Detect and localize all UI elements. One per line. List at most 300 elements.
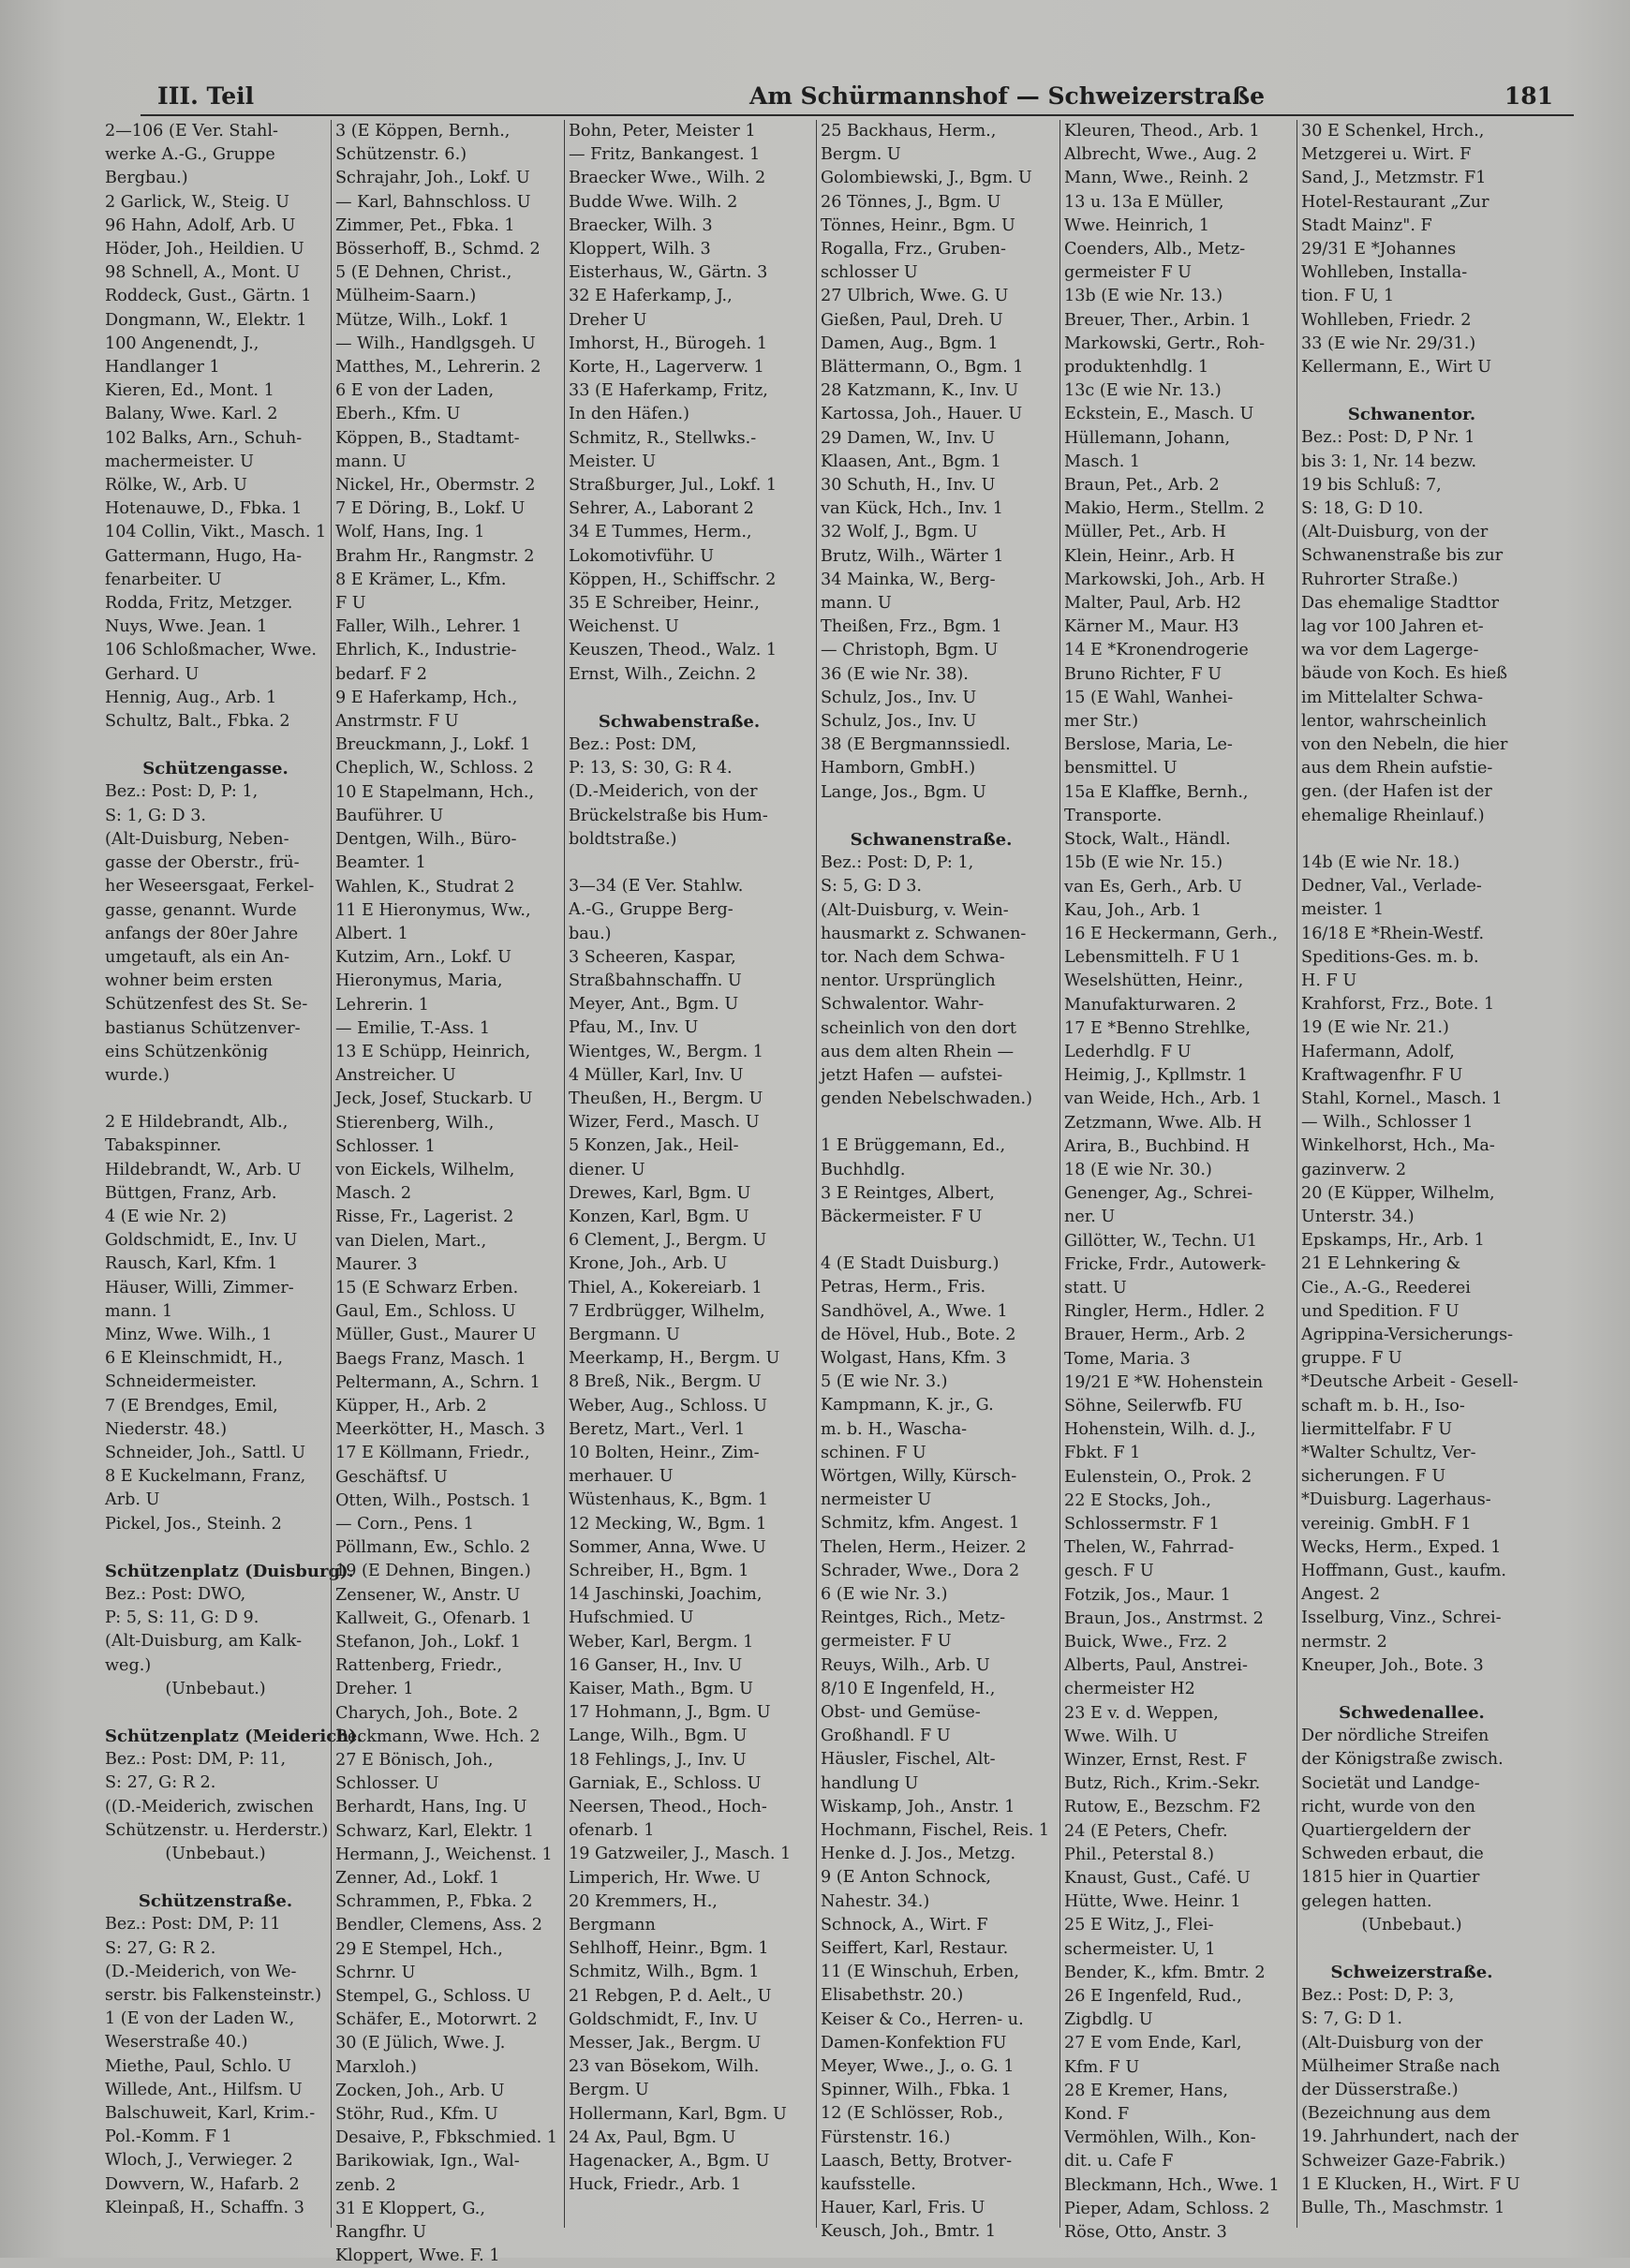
directory-line: Transporte.: [1064, 806, 1163, 825]
directory-line: Schultz, Balt., Fbka. 2: [105, 712, 290, 732]
directory-line: Obst- und Gemüse-: [821, 1703, 981, 1722]
directory-line: handlung U: [821, 1773, 919, 1793]
directory-line: Anstreicher. U: [335, 1066, 456, 1086]
directory-line: Hafermann, Adolf,: [1301, 1042, 1455, 1061]
directory-line: Marxloh.): [335, 2057, 417, 2077]
directory-line: Ruhrorter Straße.): [1301, 570, 1459, 589]
directory-line: Hennig, Aug., Arb. 1: [105, 688, 277, 707]
directory-line: Wörtgen, Willy, Kürsch-: [821, 1466, 1017, 1486]
street-heading: Schützenplatz (Duisburg).: [105, 1561, 354, 1581]
directory-line: Schäfer, E., Motorwrt. 2: [335, 2010, 538, 2030]
directory-line: Sehrer, A., Laborant 2: [569, 499, 754, 519]
directory-line: lag vor 100 Jahren et-: [1301, 617, 1484, 637]
directory-line: gasse, genannt. Wurde: [105, 900, 297, 920]
street-heading: Schweizerstraße.: [1330, 1963, 1493, 1983]
directory-line: gruppe. F U: [1301, 1349, 1402, 1369]
directory-line: der Königstraße zwisch.: [1301, 1750, 1504, 1770]
directory-line: Wloch, J., Verwieger. 2: [105, 2151, 293, 2171]
directory-line: Pol.-Komm. F 1: [105, 2127, 232, 2147]
directory-line: 1815 hier in Quartier: [1301, 1868, 1480, 1888]
directory-line: Thelen, Herm., Heizer. 2: [821, 1537, 1027, 1557]
directory-line: 30 (E Jülich, Wwe. J.: [335, 2034, 506, 2053]
directory-line: Brahm Hr., Rangmstr. 2: [335, 546, 535, 566]
directory-line: Schulz, Jos., Inv. U: [821, 688, 977, 707]
directory-line: fenarbeiter. U: [105, 570, 222, 589]
directory-line: Schweizer Gaze-Fabrik.): [1301, 2151, 1506, 2171]
directory-line: Niederstr. 48.): [105, 1419, 228, 1439]
directory-line: Großhandl. F U: [821, 1727, 951, 1746]
directory-line: Quartiergeldern der: [1301, 1821, 1471, 1841]
directory-line: 33 (E wie Nr. 29/31.): [1301, 334, 1476, 353]
directory-line: Gaul, Em., Schloss. U: [335, 1302, 516, 1322]
directory-line: Budde Wwe. Wilh. 2: [569, 192, 738, 212]
directory-line: van Weide, Hch., Arb. 1: [1064, 1090, 1262, 1109]
directory-line: 8/10 E Ingenfeld, H.,: [821, 1679, 996, 1698]
directory-line: Cie., A.-G., Reederei: [1301, 1278, 1471, 1297]
directory-line: van Dielen, Mart.,: [335, 1231, 487, 1251]
directory-line: 6 E von der Laden,: [335, 381, 495, 401]
directory-line: Knaust, Gust., Café. U: [1064, 1869, 1251, 1889]
directory-line: Minz, Wwe. Wilh., 1: [105, 1325, 273, 1344]
directory-line: Bauführer. U: [335, 806, 444, 825]
directory-line: Zocken, Joh., Arb. U: [335, 2081, 505, 2100]
directory-line: Der nördliche Streifen: [1301, 1727, 1489, 1746]
directory-line: Neersen, Theod., Hoch-: [569, 1798, 767, 1817]
directory-line: [105, 1536, 326, 1560]
directory-line: Zenner, Ad., Lokf. 1: [335, 1869, 500, 1889]
directory-line: Blättermann, O., Bgm. 1: [821, 358, 1024, 378]
directory-line: Dreher. 1: [335, 1680, 414, 1699]
directory-line: (Bezeichnung aus dem: [1301, 2104, 1491, 2124]
directory-line: Stierenberg, Wilh.,: [335, 1113, 495, 1133]
directory-line: 12 (E Schlösser, Rob.,: [821, 2104, 1004, 2124]
directory-line: Krone, Joh., Arb. U: [569, 1254, 728, 1274]
directory-line: 5 (E wie Nr. 3.): [821, 1372, 948, 1392]
directory-line: Schmitz, kfm. Angest. 1: [821, 1514, 1020, 1534]
directory-line: S: 18, G: D 10.: [1301, 499, 1424, 519]
directory-line: Spinner, Wilh., Fbka. 1: [821, 2081, 1012, 2100]
directory-line: 25 Backhaus, Herm.,: [821, 122, 997, 141]
directory-line: 12 Mecking, W., Bgm. 1: [569, 1514, 767, 1534]
directory-line: 34 E Tummes, Herm.,: [569, 523, 752, 542]
directory-line: schermeister. U, 1: [1064, 1939, 1216, 1959]
directory-line: Coenders, Alb., Metz-: [1064, 240, 1246, 259]
directory-line: (Alt-Duisburg, Neben-: [105, 829, 289, 849]
directory-line: In den Häfen.): [569, 405, 690, 424]
directory-line: Bender, K., kfm. Bmtr. 2: [1064, 1963, 1266, 1982]
directory-line: Albrecht, Wwe., Aug. 2: [1064, 145, 1257, 165]
directory-line: nermstr. 2: [1301, 1632, 1387, 1652]
directory-line: Brückelstraße bis Hum-: [569, 806, 768, 825]
directory-line: 6 Clement, J., Bergm. U: [569, 1231, 767, 1251]
directory-line: Meerkamp, H., Bergm. U: [569, 1349, 780, 1369]
directory-line: Lehrerin. 1: [335, 995, 429, 1015]
directory-line: Müller, Pet., Arb. H: [1064, 523, 1226, 542]
page-number: 181: [1504, 82, 1553, 110]
directory-line: 36 (E wie Nr. 38).: [821, 664, 969, 684]
directory-line: 10 Bolten, Heinr., Zim-: [569, 1443, 760, 1462]
directory-line: Stempel, G., Schloss. U: [335, 1987, 531, 2007]
directory-line: serstr. bis Falkensteinstr.): [105, 1986, 322, 2006]
directory-line: Schlosser. U: [335, 1774, 439, 1794]
directory-line: Bendler, Clemens, Ass. 2: [335, 1916, 542, 1935]
directory-line: (Alt-Duisburg, v. Wein-: [821, 900, 1009, 920]
directory-line: [821, 1229, 1042, 1253]
directory-line: 104 Collin, Vikt., Masch. 1: [105, 523, 327, 542]
directory-line: A.-G., Gruppe Berg-: [569, 900, 734, 920]
directory-line: Nickel, Hr., Obermstr. 2: [335, 476, 536, 496]
street-heading: Schwedenallee.: [1339, 1703, 1485, 1723]
directory-line: Elisabethstr. 20.): [821, 1986, 964, 2006]
directory-line: 1 E Brüggemann, Ed.,: [821, 1136, 1006, 1156]
directory-line: Pöllmann, Ew., Schlo. 2: [335, 1538, 531, 1558]
directory-line: 34 Mainka, W., Berg-: [821, 570, 996, 589]
directory-line: (Alt-Duisburg, am Kalk-: [105, 1632, 303, 1652]
directory-line: 19 (E Dehnen, Bingen.): [335, 1562, 531, 1581]
directory-line: von den Nebeln, die hier: [1301, 735, 1508, 755]
directory-line: Masch. 1: [1064, 452, 1141, 471]
directory-line: 30 Schuth, H., Inv. U: [821, 476, 996, 496]
directory-line: Manufakturwaren. 2: [1064, 995, 1237, 1015]
directory-line: Arb. U: [105, 1490, 160, 1510]
part-label: III. Teil: [157, 82, 255, 110]
directory-line: machermeister. U: [105, 452, 254, 471]
street-heading: Schützenstraße.: [138, 1891, 293, 1912]
directory-line: Winkelhorst, Hch., Ma-: [1301, 1136, 1495, 1156]
directory-line: ((D.-Meiderich, zwischen: [105, 1797, 314, 1816]
directory-line: 21 E Lehnkering &: [1301, 1254, 1461, 1274]
directory-line: Stahl, Kornel., Masch. 1: [1301, 1089, 1503, 1108]
directory-line: Schweden erbaut, die: [1301, 1845, 1484, 1864]
directory-line: Vermöhlen, Wilh., Kon-: [1064, 2128, 1256, 2148]
directory-line: Häusler, Fischel, Alt-: [821, 1750, 996, 1770]
directory-line: bensmittel. U: [1064, 759, 1178, 778]
directory-line: Epskamps, Hr., Arb. 1: [1301, 1231, 1485, 1251]
directory-line: eins Schützenkönig: [105, 1042, 269, 1061]
directory-line: 100 Angenendt, J.,: [105, 334, 259, 353]
directory-line: 6 (E wie Nr. 3.): [821, 1584, 948, 1604]
directory-line: Zensener, W., Anstr. U: [335, 1585, 521, 1605]
directory-line: van Es, Gerh., Arb. U: [1064, 877, 1242, 897]
directory-line: 16/18 E *Rhein-Westf.: [1301, 924, 1485, 943]
directory-line: Theißen, Frz., Bgm. 1: [821, 617, 1002, 637]
directory-line: Straßburger, Jul., Lokf. 1: [569, 476, 778, 496]
directory-line: 4 Müller, Karl, Inv. U: [569, 1065, 744, 1085]
directory-line: Kallweit, G., Ofenarb. 1: [335, 1608, 532, 1628]
directory-line: Balschuweit, Karl, Krim.-: [105, 2104, 316, 2124]
directory-line: Bez.: Post: DM,: [569, 735, 697, 755]
directory-line: Ringler, Herm., Hdler. 2: [1064, 1302, 1266, 1322]
directory-line: 28 E Kremer, Hans,: [1064, 2081, 1228, 2100]
directory-line: Hotel-Restaurant „Zur: [1301, 192, 1489, 212]
directory-line: 19 bis Schluß: 7,: [1301, 475, 1442, 495]
directory-line: Buick, Wwe., Frz. 2: [1064, 1633, 1228, 1652]
directory-line: Brutz, Wilh., Wärter 1: [821, 546, 1004, 566]
directory-line: Kfm. F U: [1064, 2057, 1140, 2077]
directory-line: m. b. H., Wascha-: [821, 1419, 968, 1439]
directory-line: Bulle, Th., Maschmstr. 1: [1301, 2199, 1505, 2218]
directory-line: Zimmer, Pet., Fbka. 1: [335, 215, 515, 235]
directory-line: lentor, wahrscheinlich: [1301, 711, 1488, 731]
directory-line: Eulenstein, O., Prok. 2: [1064, 1467, 1252, 1487]
directory-line: Barikowiak, Ign., Wal-: [335, 2152, 520, 2172]
directory-line: Beamter. 1: [335, 853, 426, 873]
directory-line: 29 Damen, W., Inv. U: [821, 428, 996, 448]
directory-line: Breuer, Ther., Arbin. 1: [1064, 310, 1252, 330]
directory-line: Kraftwagenfhr. F U: [1301, 1065, 1463, 1085]
directory-line: Angest. 2: [1301, 1585, 1381, 1605]
directory-line: germeister F U: [1064, 263, 1192, 283]
directory-line: Dongmann, W., Elektr. 1: [105, 310, 307, 330]
directory-line: ofenarb. 1: [569, 1821, 655, 1841]
directory-line: Das ehemalige Stadttor: [1301, 593, 1500, 613]
directory-line: *Deutsche Arbeit - Gesell-: [1301, 1372, 1519, 1392]
directory-line: (Unbebaut.): [165, 1679, 266, 1698]
directory-line: Limperich, Hr. Wwe. U: [569, 1868, 761, 1888]
directory-line: mann. U: [821, 594, 892, 614]
directory-line: Seiffert, Karl, Restaur.: [821, 1939, 1009, 1959]
directory-line: Fbkt. F 1: [1064, 1444, 1141, 1463]
directory-line: Rattenberg, Friedr.,: [335, 1656, 503, 1676]
directory-line: Phil., Peterstal 8.): [1064, 1845, 1215, 1864]
directory-line: Arira, B., Buchbind. H: [1064, 1136, 1250, 1156]
directory-line: Müller, Gust., Maurer U: [335, 1326, 537, 1345]
directory-line: [105, 1088, 326, 1111]
directory-line: Köppen, B., Stadtamt-: [335, 428, 520, 448]
directory-line: Willede, Ant., Hilfsm. U: [105, 2080, 303, 2099]
directory-line: 25 E Witz, J., Flei-: [1064, 1916, 1214, 1935]
directory-line: Sandhövel, A., Wwe. 1: [821, 1301, 1008, 1321]
directory-line: Hildebrandt, W., Arb. U: [105, 1160, 302, 1179]
directory-line: Wwe. Heinrich, 1: [1064, 215, 1210, 235]
directory-line: Schützenstr. 6.): [335, 145, 467, 165]
directory-line: 24 (E Peters, Chefr.: [1064, 1821, 1228, 1841]
directory-line: Kaiser, Math., Bgm. U: [569, 1680, 753, 1698]
directory-line: Imhorst, H., Bürogeh. 1: [569, 334, 768, 353]
directory-line: [1301, 1937, 1522, 1961]
directory-line: F U: [335, 594, 366, 614]
page-header: [141, 77, 1574, 116]
directory-line: schaft m. b. H., Iso-: [1301, 1396, 1465, 1416]
directory-line: Beckmann, Wwe. Hch. 2: [335, 1727, 541, 1746]
directory-line: Garniak, E., Schloss. U: [569, 1773, 762, 1793]
directory-line: Bez.: Post: DM, P: 11,: [105, 1750, 287, 1770]
directory-line: 18 (E wie Nr. 30.): [1064, 1160, 1212, 1179]
directory-line: gazinverw. 2: [1301, 1160, 1407, 1179]
directory-line: germeister. F U: [821, 1632, 952, 1652]
column-divider: [331, 120, 332, 2228]
directory-line: P: 5, S: 11, G: D 9.: [105, 1608, 259, 1628]
directory-line: wa vor dem Lagerge-: [1301, 641, 1479, 660]
directory-line: scheinlich von den dort: [821, 1018, 1017, 1038]
directory-line: Tome, Maria. 3: [1064, 1349, 1191, 1369]
directory-line: 15 (E Schwarz Erben.: [335, 1278, 519, 1297]
directory-line: Dowvern, W., Hafarb. 2: [105, 2174, 300, 2194]
directory-line: 18 Fehlings, J., Inv. U: [569, 1750, 747, 1770]
directory-line: 30 E Schenkel, Hrch.,: [1301, 122, 1485, 141]
directory-line: Butz, Rich., Krim.-Sekr.: [1064, 1774, 1261, 1794]
directory-line: anfangs der 80er Jahre: [105, 924, 299, 943]
directory-line: vereinig. GmbH. F 1: [1301, 1514, 1472, 1534]
directory-line: Beretz, Mart., Verl. 1: [569, 1419, 746, 1439]
directory-line: 23 E v. d. Weppen,: [1064, 1703, 1219, 1723]
directory-line: 8 E Kuckelmann, Franz,: [105, 1467, 306, 1487]
directory-line: Bez.: Post: DM, P: 11: [105, 1915, 281, 1934]
directory-line: (D.-Meiderich, von We-: [105, 1962, 297, 1981]
directory-line: Stefanon, Joh., Lokf. 1: [335, 1633, 521, 1652]
directory-line: 3 Scheeren, Kaspar,: [569, 947, 736, 967]
directory-line: Fürstenstr. 16.): [821, 2127, 951, 2147]
directory-line: 7 (E Brendges, Emil,: [105, 1396, 278, 1416]
directory-line: 26 Tönnes, J., Bgm. U: [821, 192, 1001, 212]
directory-line: 15a E Klaffke, Bernh.,: [1064, 782, 1249, 802]
directory-line: Weselshütten, Heinr.,: [1064, 971, 1244, 991]
directory-line: Rangfhr. U: [335, 2223, 427, 2243]
column-5: [1064, 120, 1285, 2243]
directory-line: Kond. F: [1064, 2105, 1130, 2125]
directory-line: aus dem Rhein aufstie-: [1301, 759, 1493, 778]
directory-line: Charych, Joh., Bote. 2: [335, 1703, 519, 1723]
directory-line: richt, wurde von den: [1301, 1797, 1476, 1816]
street-heading: Schwabenstraße.: [598, 711, 761, 732]
column-6: [1301, 120, 1522, 2228]
street-heading: Schwanenstraße.: [850, 829, 1013, 850]
directory-line: aus dem alten Rhein —: [821, 1042, 1015, 1061]
directory-line: Schrammen, P., Fbka. 2: [335, 1892, 533, 1912]
directory-line: 21 Rebgen, P. d. Aelt., U: [569, 1986, 772, 2006]
directory-line: genden Nebelschwaden.): [821, 1090, 1032, 1109]
directory-line: [821, 805, 1042, 828]
directory-line: 7 E Döring, B., Lokf. U: [335, 499, 526, 519]
directory-line: kaufsstelle.: [821, 2175, 916, 2195]
directory-line: Alberts, Paul, Anstrei-: [1064, 1656, 1248, 1676]
directory-line: P: 13, S: 30, G: R 4.: [569, 759, 733, 778]
directory-line: Schmitz, R., Stellwks.-: [569, 428, 757, 448]
directory-line: Braecker, Wilh. 3: [569, 215, 713, 235]
directory-line: H. F U: [1301, 971, 1357, 990]
directory-line: Schrajahr, Joh., Lokf. U: [335, 169, 530, 188]
directory-line: Lebensmittelh. F U 1: [1064, 948, 1241, 968]
directory-line: Eberh., Kfm. U: [335, 405, 461, 424]
directory-line: schlosser U: [821, 263, 918, 283]
directory-line: [569, 852, 790, 875]
directory-line: Gerhard. U: [105, 664, 200, 684]
directory-line: 19 Gatzweiler, J., Masch. 1: [569, 1845, 792, 1864]
directory-line: bastianus Schützenver-: [105, 1018, 301, 1038]
directory-line: (Alt-Duisburg von der: [1301, 2033, 1483, 2053]
directory-line: Wientges, W., Bergm. 1: [569, 1042, 763, 1061]
directory-line: schinen. F U: [821, 1443, 926, 1462]
directory-line: van Kück, Hch., Inv. 1: [821, 499, 1003, 519]
directory-line: Markowski, Gertr., Roh-: [1064, 334, 1266, 353]
directory-line: Dedner, Val., Verlade-: [1301, 877, 1482, 897]
directory-line: *Walter Schultz, Ver-: [1301, 1443, 1476, 1462]
directory-line: 17 E Köllmann, Friedr.,: [335, 1444, 530, 1463]
directory-line: 35 E Schreiber, Heinr.,: [569, 594, 760, 614]
directory-line: Stock, Walt., Händl.: [1064, 830, 1231, 850]
directory-line: Schlossermstr. F 1: [1064, 1514, 1220, 1534]
directory-line: Heimig, J., Kpllmstr. 1: [1064, 1066, 1248, 1086]
directory-line: Hufschmied. U: [569, 1608, 694, 1628]
directory-line: Bez.: Post: D, P Nr. 1: [1301, 428, 1475, 448]
directory-line: Zigbdlg. U: [1064, 2010, 1153, 2030]
directory-line: *Duisburg. Lagerhaus-: [1301, 1490, 1491, 1510]
directory-line: Sehlhoff, Heinr., Bgm. 1: [569, 1939, 769, 1959]
directory-line: Wecks, Herm., Exped. 1: [1301, 1537, 1502, 1557]
directory-line: Cheplich, W., Schloss. 2: [335, 759, 534, 778]
directory-line: S: 27, G: R 2.: [105, 1773, 216, 1793]
directory-line: Hüllemann, Johann,: [1064, 428, 1231, 448]
directory-line: 15 (E Wahl, Wanhei-: [1064, 688, 1234, 707]
directory-line: Schützenstr. u. Herderstr.): [105, 1820, 329, 1840]
directory-line: Bez.: Post: D, P: 1,: [105, 782, 259, 802]
directory-line: Rutow, E., Bezschm. F2: [1064, 1798, 1262, 1817]
directory-line: Wüstenhaus, K., Bgm. 1: [569, 1490, 769, 1510]
directory-line: Hochmann, Fischel, Reis. 1: [821, 1821, 1050, 1841]
directory-line: Konzen, Karl, Bgm. U: [569, 1207, 749, 1226]
directory-line: wurde.): [105, 1065, 170, 1085]
directory-line: — Fritz, Bankangest. 1: [569, 145, 761, 165]
directory-line: 13c (E wie Nr. 13.): [1064, 381, 1222, 401]
directory-line: Huck, Friedr., Arb. 1: [569, 2175, 742, 2195]
directory-line: 16 E Heckermann, Gerh.,: [1064, 924, 1278, 943]
directory-line: Braun, Jos., Anstrmst. 2: [1064, 1608, 1264, 1628]
directory-line: Wohlleben, Friedr. 2: [1301, 310, 1472, 330]
directory-line: Hagenacker, A., Bgm. U: [569, 2152, 770, 2172]
directory-line: Thelen, W., Fahrrad-: [1064, 1538, 1235, 1558]
directory-line: Speditions-Ges. m. b.: [1301, 947, 1479, 967]
directory-line: Dreher U: [569, 310, 647, 330]
directory-line: 98 Schnell, A., Mont. U: [105, 263, 300, 283]
directory-line: Makio, Herm., Stellm. 2: [1064, 499, 1266, 519]
directory-line: Straßbahnschaffn. U: [569, 971, 742, 990]
directory-line: Risse, Fr., Lagerist. 2: [335, 1208, 514, 1227]
directory-line: — Corn., Pens. 1: [335, 1514, 474, 1534]
directory-line: 96 Hahn, Adolf, Arb. U: [105, 215, 296, 235]
directory-line: Maurer. 3: [335, 1254, 418, 1274]
directory-line: Ernst, Wilh., Zeichn. 2: [569, 664, 757, 684]
directory-line: Schwalentor. Wahr-: [821, 995, 985, 1015]
directory-line: Berhardt, Hans, Ing. U: [335, 1798, 527, 1817]
directory-line: Hohenstein, Wilh. d. J.,: [1064, 1420, 1256, 1440]
directory-line: [105, 1866, 326, 1890]
directory-line: ehemalige Rheinlauf.): [1301, 806, 1485, 825]
directory-line: Albert. 1: [335, 924, 408, 943]
directory-line: Tabakspinner.: [105, 1136, 222, 1156]
directory-line: 3 (E Köppen, Bernh.,: [335, 122, 511, 141]
directory-line: 32 E Haferkamp, J.,: [569, 287, 733, 306]
directory-line: Klein, Heinr., Arb. H: [1064, 546, 1236, 566]
directory-line: — Christoph, Bgm. U: [821, 641, 999, 660]
directory-line: Messer, Jak., Bergm. U: [569, 2034, 762, 2053]
directory-line: weg.): [105, 1655, 152, 1675]
directory-line: Braun, Pet., Arb. 2: [1064, 476, 1220, 496]
directory-line: von Eickels, Wilhelm,: [335, 1160, 515, 1179]
directory-line: Damen, Aug., Bgm. 1: [821, 334, 999, 353]
directory-line: [105, 734, 326, 757]
directory-line: 3—34 (E Ver. Stahlw.: [569, 877, 744, 897]
directory-line: Stadt Mainz". F: [1301, 215, 1432, 235]
directory-line: chermeister H2: [1064, 1680, 1195, 1699]
directory-line: Gattermann, Hugo, Ha-: [105, 546, 303, 566]
directory-line: Genenger, Ag., Schrei-: [1064, 1184, 1253, 1204]
column-divider: [564, 120, 565, 2228]
directory-line: 4 (E wie Nr. 2): [105, 1207, 227, 1226]
directory-line: Nahestr. 34.): [821, 1891, 930, 1911]
directory-line: umgetauft, als ein An-: [105, 947, 290, 967]
directory-line: statt. U: [1064, 1278, 1127, 1297]
directory-line: Weserstraße 40.): [105, 2033, 248, 2053]
